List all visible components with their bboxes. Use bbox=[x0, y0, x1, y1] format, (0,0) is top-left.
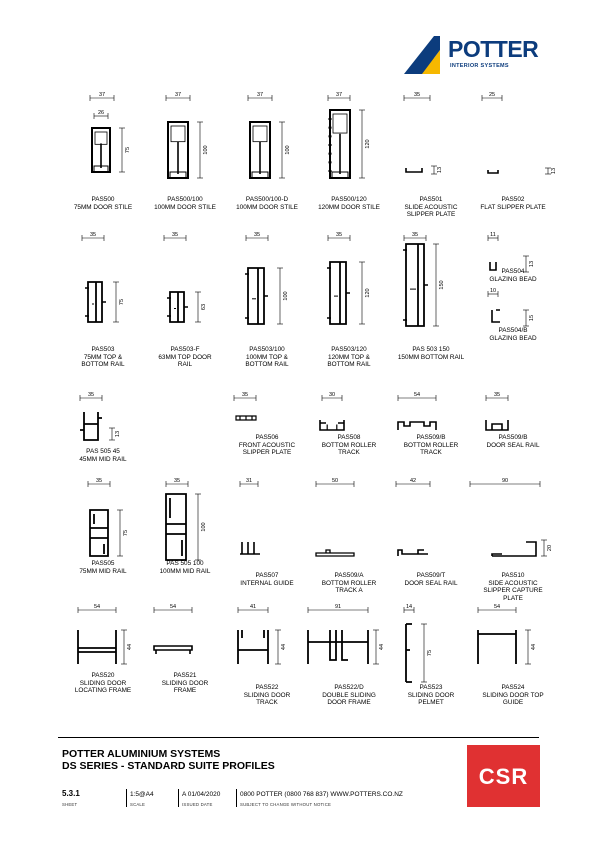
profile-cell bbox=[142, 474, 228, 575]
dimension-label: 120 bbox=[365, 139, 371, 149]
profile-description: LOCATING FRAME bbox=[74, 687, 132, 695]
profile-cell bbox=[306, 600, 392, 707]
profile-code: PAS 505 100 bbox=[166, 560, 204, 567]
dimension-label: 44 bbox=[127, 643, 133, 651]
profile-description: SIDE ACOUSTIC bbox=[488, 579, 538, 587]
dimension-label: 35 bbox=[89, 232, 97, 238]
profile-description: SLIDING DOOR bbox=[243, 691, 291, 699]
profile-description: SLIPPER CAPTURE bbox=[483, 587, 543, 595]
profile-description: 100MM MID RAIL bbox=[159, 567, 211, 575]
dimension-label: 37 bbox=[335, 92, 343, 98]
scale-label: SCALE bbox=[130, 802, 146, 807]
profile-description: SLIDING DOOR bbox=[161, 679, 209, 687]
profile-section-drawing bbox=[306, 88, 392, 192]
profile-code: PAS503/100 bbox=[249, 346, 285, 353]
dimension-label: 50 bbox=[331, 478, 339, 484]
profile-section-drawing bbox=[60, 228, 146, 332]
footer-separator bbox=[236, 789, 237, 807]
issue-date: A 01/04/2020 bbox=[182, 791, 221, 798]
profile-cell bbox=[60, 88, 146, 211]
profile-cell bbox=[306, 388, 392, 478]
profile-description: SLIPPER PLATE bbox=[242, 449, 292, 457]
profile-description: SLIDING DOOR bbox=[407, 691, 455, 699]
profile-description: 100MM TOP & bbox=[246, 353, 288, 361]
profile-section-drawing bbox=[224, 474, 310, 578]
profile-section-drawing bbox=[470, 474, 556, 578]
profile-code: PAS523 bbox=[419, 684, 443, 691]
profile-code: PAS506 bbox=[255, 434, 279, 441]
dimension-label: 54 bbox=[413, 392, 421, 398]
scale-value: 1:5@A4 bbox=[130, 791, 154, 798]
profile-description: BOTTOM ROLLER bbox=[403, 441, 459, 449]
dimension-label: 37 bbox=[98, 92, 106, 98]
profile-description: BOTTOM ROLLER bbox=[321, 579, 377, 587]
dimension-label: 75 bbox=[119, 298, 125, 306]
profile-section-drawing bbox=[142, 228, 228, 332]
dimension-label: 90 bbox=[501, 478, 509, 484]
dimension-label: 13 bbox=[551, 167, 557, 175]
profile-code: PAS509/B bbox=[498, 434, 528, 441]
dimension-label: 63 bbox=[201, 303, 207, 311]
profile-caption bbox=[48, 448, 158, 463]
profile-cell bbox=[388, 474, 474, 587]
sheet-number: 5.3.1 bbox=[62, 789, 80, 798]
dimension-label: 44 bbox=[379, 643, 385, 651]
profile-code: PAS522 bbox=[255, 684, 279, 691]
profile-description: DOUBLE SLIDING bbox=[322, 691, 376, 699]
dimension-label: 120 bbox=[365, 288, 371, 298]
profile-description: INTERNAL GUIDE bbox=[240, 579, 294, 587]
profile-cell bbox=[224, 228, 310, 369]
profile-cell bbox=[60, 388, 146, 478]
footer-title bbox=[62, 748, 275, 772]
profile-caption bbox=[458, 268, 568, 342]
dimension-label: 10 bbox=[489, 288, 497, 294]
profile-description: 75MM MID RAIL bbox=[79, 567, 127, 575]
profile-code: PAS 505 45 bbox=[86, 448, 120, 455]
profile-description: TRACK bbox=[338, 449, 360, 457]
dimension-label: 37 bbox=[174, 92, 182, 98]
profile-code: PAS503 bbox=[91, 346, 115, 353]
profile-cell bbox=[470, 600, 556, 707]
dimension-label: 25 bbox=[488, 92, 496, 98]
profile-description: SLIDING DOOR TOP bbox=[482, 691, 544, 699]
dimension-label: 35 bbox=[493, 392, 501, 398]
profile-caption bbox=[458, 684, 568, 707]
dimension-label: 37 bbox=[256, 92, 264, 98]
profile-cell bbox=[306, 88, 392, 211]
profile-code: PAS500/100 bbox=[167, 196, 203, 203]
profile-description: TRACK bbox=[256, 699, 278, 707]
profile-section-drawing bbox=[388, 88, 474, 192]
csr-logo-text: CSR bbox=[478, 764, 529, 789]
footer-divider bbox=[58, 737, 539, 738]
profile-code: PAS510 bbox=[501, 572, 525, 579]
profile-code: PAS524 bbox=[501, 684, 525, 691]
profile-description: PELMET bbox=[418, 699, 444, 707]
profile-cell bbox=[388, 600, 474, 707]
dimension-label: 31 bbox=[245, 478, 253, 484]
dimension-label: 35 bbox=[173, 478, 181, 484]
profile-cell bbox=[470, 228, 556, 342]
profile-section-drawing bbox=[224, 88, 310, 192]
dimension-label: 54 bbox=[93, 604, 101, 610]
dimension-label: 13 bbox=[529, 260, 535, 268]
profile-code: PAS500 bbox=[91, 196, 115, 203]
profile-description: DOOR SEAL RAIL bbox=[486, 441, 540, 449]
dimension-label: 35 bbox=[335, 232, 343, 238]
profile-code: PAS503/120 bbox=[331, 346, 367, 353]
contact-info: 0800 POTTER (0800 768 837) WWW.POTTERS.CO.NZ bbox=[240, 791, 403, 798]
profile-code: PAS509/B bbox=[416, 434, 446, 441]
profile-description: 100MM DOOR STILE bbox=[236, 203, 298, 211]
profile-cell bbox=[224, 474, 310, 587]
issue-date-label: ISSUED DATE bbox=[182, 802, 213, 807]
profile-cell bbox=[470, 388, 556, 478]
dimension-label: 100 bbox=[285, 145, 291, 155]
dimension-label: 35 bbox=[171, 232, 179, 238]
profile-description: PAS504/B bbox=[498, 327, 528, 335]
profile-description: BOTTOM RAIL bbox=[245, 361, 289, 369]
profile-code: PAS508 bbox=[337, 434, 361, 441]
profile-code: PAS507 bbox=[255, 572, 279, 579]
potter-logo-mark-icon bbox=[404, 36, 448, 76]
profile-description: SLIDING DOOR bbox=[79, 679, 127, 687]
profile-description: 150MM BOTTOM RAIL bbox=[397, 353, 465, 361]
dimension-label: 100 bbox=[203, 145, 209, 155]
dimension-label: 11 bbox=[490, 232, 496, 238]
dimension-label: 13 bbox=[437, 166, 443, 174]
profile-code: PAS520 bbox=[91, 672, 115, 679]
profile-description: 75MM TOP & bbox=[83, 353, 123, 361]
profile-code: PAS502 bbox=[501, 196, 525, 203]
dimension-label: 75 bbox=[427, 649, 433, 657]
profile-description: PLATE bbox=[503, 594, 523, 602]
profile-description: GLAZING BEAD bbox=[489, 334, 537, 342]
profile-code: PAS521 bbox=[173, 672, 197, 679]
profile-description: 63MM TOP DOOR bbox=[158, 353, 212, 361]
dimension-label: 26 bbox=[97, 110, 105, 116]
profile-code: PAS504 bbox=[501, 268, 525, 275]
profile-description: 100MM DOOR STILE bbox=[154, 203, 216, 211]
profile-description: FRAME bbox=[173, 687, 197, 695]
dimension-label: 35 bbox=[241, 392, 249, 398]
profile-description: 120MM DOOR STILE bbox=[318, 203, 380, 211]
profile-code: PAS503-F bbox=[170, 346, 200, 353]
profile-section-drawing bbox=[470, 88, 556, 192]
dimension-label: 41 bbox=[249, 604, 257, 610]
profile-description: GLAZING BEAD bbox=[489, 275, 537, 283]
profile-cell bbox=[306, 228, 392, 369]
dimension-label: 35 bbox=[413, 92, 421, 98]
brand-subtitle: INTERIOR SYSTEMS bbox=[450, 63, 509, 69]
profile-code: PAS501 bbox=[419, 196, 443, 203]
change-notice: SUBJECT TO CHANGE WITHOUT NOTICE bbox=[240, 802, 332, 807]
profile-section-drawing bbox=[142, 88, 228, 192]
profile-description: SLIDE ACOUSTIC bbox=[404, 203, 458, 211]
footer-title-company: POTTER ALUMINIUM SYSTEMS bbox=[62, 748, 221, 760]
dimension-label: 100 bbox=[201, 522, 207, 532]
brand-name: POTTER bbox=[448, 36, 539, 62]
profile-cell bbox=[60, 474, 146, 575]
profile-description: FRONT ACOUSTIC bbox=[238, 441, 296, 449]
profile-code: PAS500/100-D bbox=[245, 196, 289, 203]
footer-separator bbox=[126, 789, 127, 807]
dimension-label: 35 bbox=[253, 232, 261, 238]
footer-separator bbox=[178, 789, 179, 807]
profile-description: BOTTOM RAIL bbox=[327, 361, 371, 369]
profile-cell bbox=[142, 600, 228, 695]
profile-code: PAS500/120 bbox=[331, 196, 367, 203]
dimension-label: 30 bbox=[328, 392, 336, 398]
profile-code: PAS509/T bbox=[416, 572, 446, 579]
profile-code: PAS 503 150 bbox=[412, 346, 450, 353]
dimension-label: 14 bbox=[405, 604, 413, 610]
dimension-label: 42 bbox=[409, 478, 417, 484]
profile-cell bbox=[224, 600, 310, 707]
profile-section-drawing bbox=[306, 474, 392, 578]
dimension-label: 91 bbox=[334, 604, 342, 610]
profile-code: PAS505 bbox=[91, 560, 115, 567]
dimension-label: 15 bbox=[529, 314, 535, 322]
dimension-label: 54 bbox=[493, 604, 501, 610]
profile-cell bbox=[388, 388, 474, 478]
profile-caption bbox=[376, 346, 486, 361]
profile-section-drawing bbox=[388, 474, 474, 578]
profile-section-drawing bbox=[60, 88, 146, 192]
profile-description: DOOR FRAME bbox=[327, 699, 371, 707]
profile-description: 45MM MID RAIL bbox=[79, 455, 127, 463]
dimension-label: 35 bbox=[95, 478, 103, 484]
sheet-label: SHEET bbox=[62, 802, 78, 807]
profile-caption bbox=[458, 572, 568, 602]
profile-description: GUIDE bbox=[502, 699, 524, 707]
dimension-label: 35 bbox=[411, 232, 419, 238]
profile-caption bbox=[458, 196, 568, 211]
dimension-label: 75 bbox=[123, 529, 129, 537]
dimension-label: 54 bbox=[169, 604, 177, 610]
csr-logo bbox=[467, 745, 540, 807]
dimension-label: 100 bbox=[283, 291, 289, 301]
dimension-label: 44 bbox=[281, 643, 287, 651]
profile-description: 75MM DOOR STILE bbox=[73, 203, 133, 211]
profile-description: RAIL bbox=[177, 361, 193, 369]
profile-cell bbox=[388, 88, 474, 219]
profile-description: TRACK A bbox=[335, 587, 363, 595]
profile-description: FLAT SLIPPER PLATE bbox=[480, 203, 546, 211]
profile-cell bbox=[306, 474, 392, 595]
profile-cell bbox=[470, 88, 557, 211]
profile-section-drawing bbox=[306, 228, 392, 332]
profile-description: BOTTOM ROLLER bbox=[321, 441, 377, 449]
profile-code: PAS509/A bbox=[334, 572, 364, 579]
dimension-label: 44 bbox=[531, 643, 537, 651]
dimension-label: 35 bbox=[87, 392, 95, 398]
dimension-label: 75 bbox=[125, 146, 131, 154]
profile-description: TRACK bbox=[420, 449, 442, 457]
profile-cell bbox=[470, 474, 556, 602]
profile-code: PAS522/D bbox=[334, 684, 364, 691]
profile-cell bbox=[142, 88, 228, 211]
profile-cell bbox=[224, 88, 310, 211]
profile-description: SLIPPER PLATE bbox=[406, 211, 456, 219]
profile-description: BOTTOM RAIL bbox=[81, 361, 125, 369]
profile-section-drawing bbox=[224, 228, 310, 332]
dimension-label: 20 bbox=[547, 544, 553, 552]
dimension-label: 150 bbox=[439, 280, 445, 290]
footer-title-series: DS SERIES - STANDARD SUITE PROFILES bbox=[62, 760, 275, 772]
profile-cell bbox=[224, 388, 310, 478]
profile-description: 120MM TOP & bbox=[328, 353, 370, 361]
potter-logo bbox=[404, 36, 544, 76]
dimension-label: 13 bbox=[115, 430, 121, 438]
profile-description: DOOR SEAL RAIL bbox=[404, 579, 458, 587]
profile-cell bbox=[142, 228, 228, 369]
profile-caption bbox=[458, 434, 568, 449]
profile-cell bbox=[60, 228, 146, 369]
